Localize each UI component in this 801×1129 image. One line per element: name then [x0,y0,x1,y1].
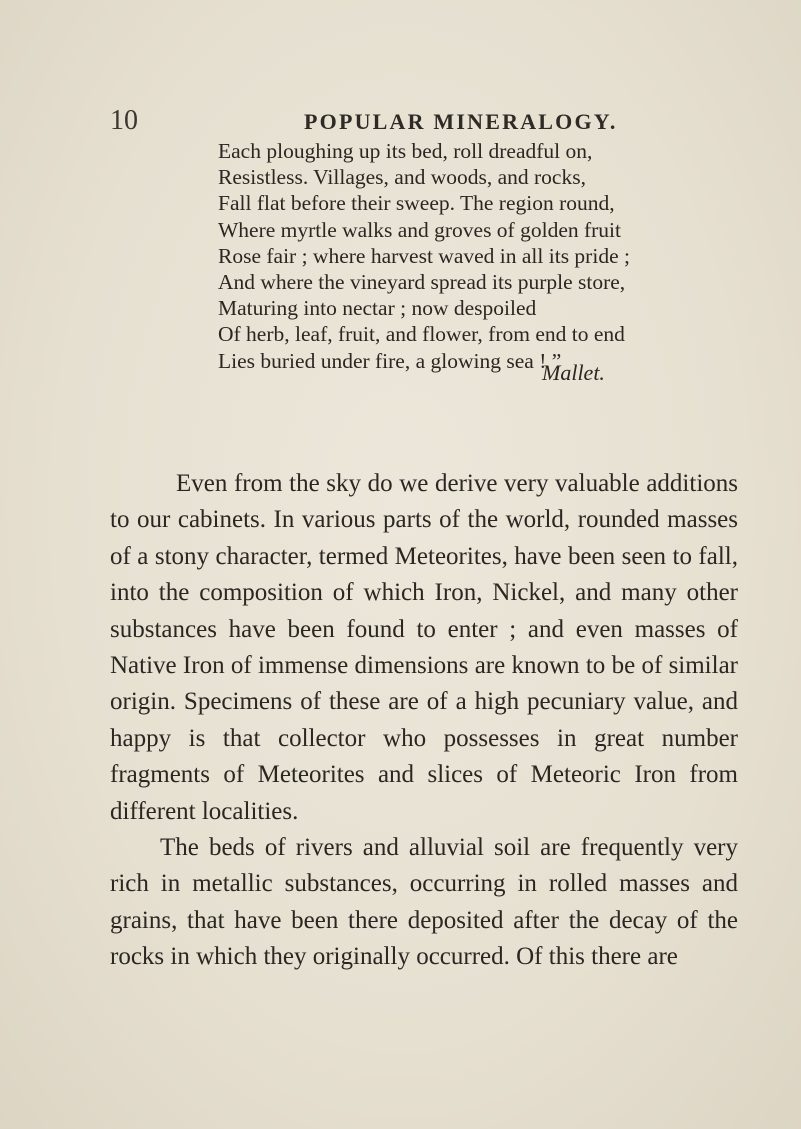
poem-line: Each ploughing up its bed, roll dreadful on, [218,139,593,163]
poem-attribution: Mallet. [542,360,605,385]
page-header [110,103,670,139]
running-title: POPULAR MINERALOGY. [304,109,618,134]
poem-line: Of herb, leaf, fruit, and flower, from end to end [218,322,625,347]
poem-quotation [218,138,758,374]
poem-line: Fall flat before their sweep. The region round, [218,191,615,216]
poem-line: Rose fair ; where harvest waved in all its pride ; [218,243,630,268]
body-text [110,466,738,976]
poem-line: Resistless. Villages, and woods, and rocks, [218,165,586,190]
paragraph-meteorites: Even from the sky do we derive very valuable additions to our cabinets. In various parts of the world, rounded masses of a stony character, termed Meteorites, have been seen to fall, into the composition of which Iron, Nickel, and many other substances have been found to enter ; and even masses of Native Iron of immense dimensions are known to be of similar origin. Specimens of these are of a high pecuniary value, and happy is that collector who possesses in great number fragments of Meteorites and slices of Meteoric Iron from different localities. [110,470,738,825]
poem-line: Maturing into nectar ; now despoiled [218,296,537,321]
page-number: 10 [110,105,138,136]
poem-line: Lies buried under fire, a glowing sea ! ” [218,348,562,373]
poem-line: Where myrtle walks and groves of golden fruit [218,217,621,242]
paragraph-river-beds: The beds of rivers and alluvial soil are frequently very rich in metallic substances, occurring in rolled masses and grains, that have been there deposited after the decay of the rocks in which they originally occurred. Of this there are [110,834,738,971]
poem-line: And where the vineyard spread its purple store, [218,270,626,295]
